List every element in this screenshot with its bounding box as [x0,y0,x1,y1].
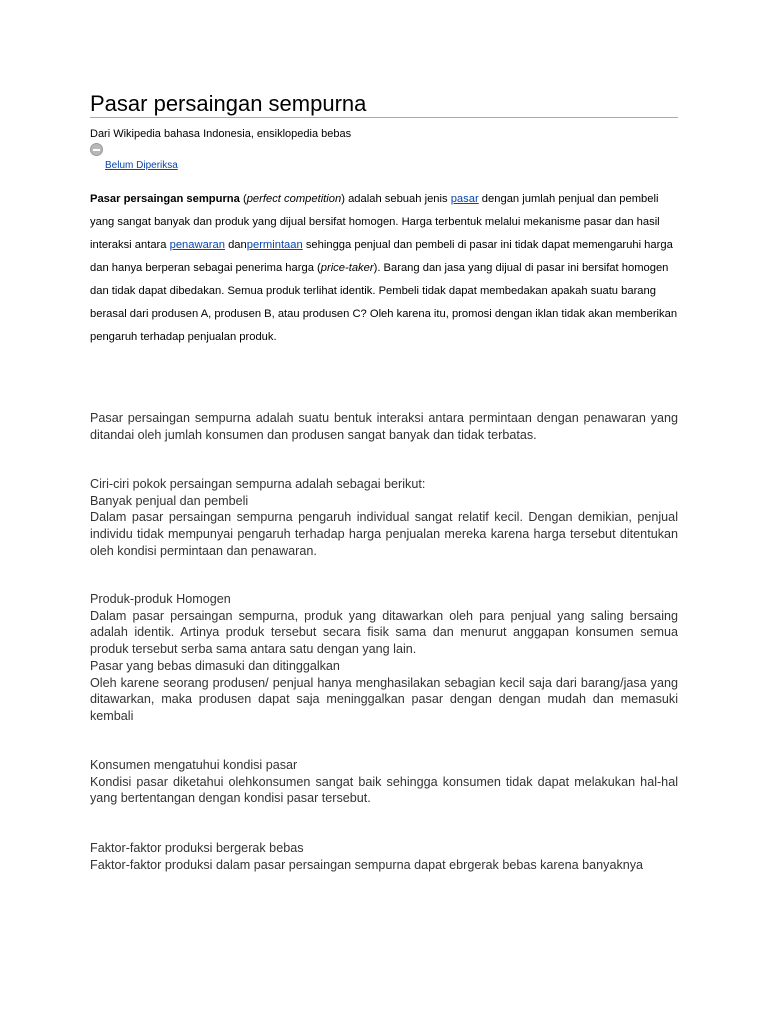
features-intro: Ciri-ciri pokok persaingan sempurna adalah sebagai berikut: [90,477,426,491]
features-section [90,757,678,807]
feature-heading: Banyak penjual dan pembeli [90,493,249,508]
page-title: Pasar persaingan sempurna [90,91,367,116]
feature-text: Kondisi pasar diketahui olehkonsumen sangat baik sehingga konsumen tidak dapat melakukan hal-hal yang bertentangan dengan kondisi pasar tersebut. [90,774,678,806]
feature-text: Oleh karene seorang produsen/ penjual hanya menghasilakan sebagian kecil saja dari barang/jasa yang ditawarkan, maka produsen dapat saja meninggalkan pasar dengan dengan mudah dan memasuki kembali [90,675,678,723]
title-divider [90,117,678,118]
feature-heading: Faktor-faktor produksi bergerak bebas [90,841,304,855]
features-section [90,591,678,725]
feature-heading: Konsumen mengatuhui kondisi pasar [90,758,298,772]
site-tagline: Dari Wikipedia bahasa Indonesia, ensiklopedia bebas [90,128,352,140]
intro-paragraph: Pasar persaingan sempurna (perfect competition) adalah sebuah jenis pasar dengan jumlah penjual dan pembeli yang sangat banyak dan produk yang dijual bersifat homogen. Harga terbentuk melalui mekanisme pasar dan hasil interaksi antara penawaran danpermintaan sehingga penjual dan pembeli di pasar ini tidak dapat memengaruhi harga dan hanya berperan sebagai penerima harga (price-taker). Barang dan jasa yang dijual di pasar ini bersifat homogen dan tidak dapat dibedakan. Semua produk terlihat identik. Pembeli tidak dapat membedakan apakah suatu barang berasal dari produsen A, produsen B, atau produsen C? Oleh karena itu, promosi dengan iklan tidak akan memberikan pengaruh terhadap penjualan produk. [90,193,678,343]
intro-term-english: perfect competition [246,193,342,205]
review-status-link[interactable]: Belum Diperiksa [105,160,178,171]
link-permintaan[interactable]: permintaan [246,239,303,251]
review-status-icon [90,143,103,156]
feature-text: Faktor-faktor produksi dalam pasar persaingan sempurna dapat ebrgerak bebas karena banyaknya [90,857,644,872]
features-section [90,840,678,873]
definition-paragraph: Pasar persaingan sempurna adalah suatu bentuk interaksi antara permintaan dengan penawaran yang ditandai oleh jumlah konsumen dan produsen sangat banyak dan tidak terbatas. [90,411,678,442]
feature-heading: Pasar yang bebas dimasuki dan ditinggalkan [90,658,340,673]
link-penawaran[interactable]: penawaran [169,239,225,251]
feature-text: Dalam pasar persaingan sempurna pengaruh individual sangat relatif kecil. Dengan demikian, penjual individu tidak mempunyai pengaruh terhadap harga penjualan mereka karena harga tersebut ditentukan oleh kondisi permintaan dan penawaran. [90,510,678,558]
feature-heading: Produk-produk Homogen [90,592,231,606]
intro-price-taker: price-taker [320,262,374,274]
feature-text: Dalam pasar persaingan sempurna, produk yang ditawarkan oleh para penjual yang saling bersaing adalah identik. Artinya produk tersebut secara fisik sama dan menurut anggapan konsumen semua produk tersebut serba sama antara satu dengan yang lain. [90,608,678,657]
features-section [90,476,678,560]
link-pasar[interactable]: pasar [450,193,479,205]
intro-term: Pasar persaingan sempurna [90,193,240,205]
